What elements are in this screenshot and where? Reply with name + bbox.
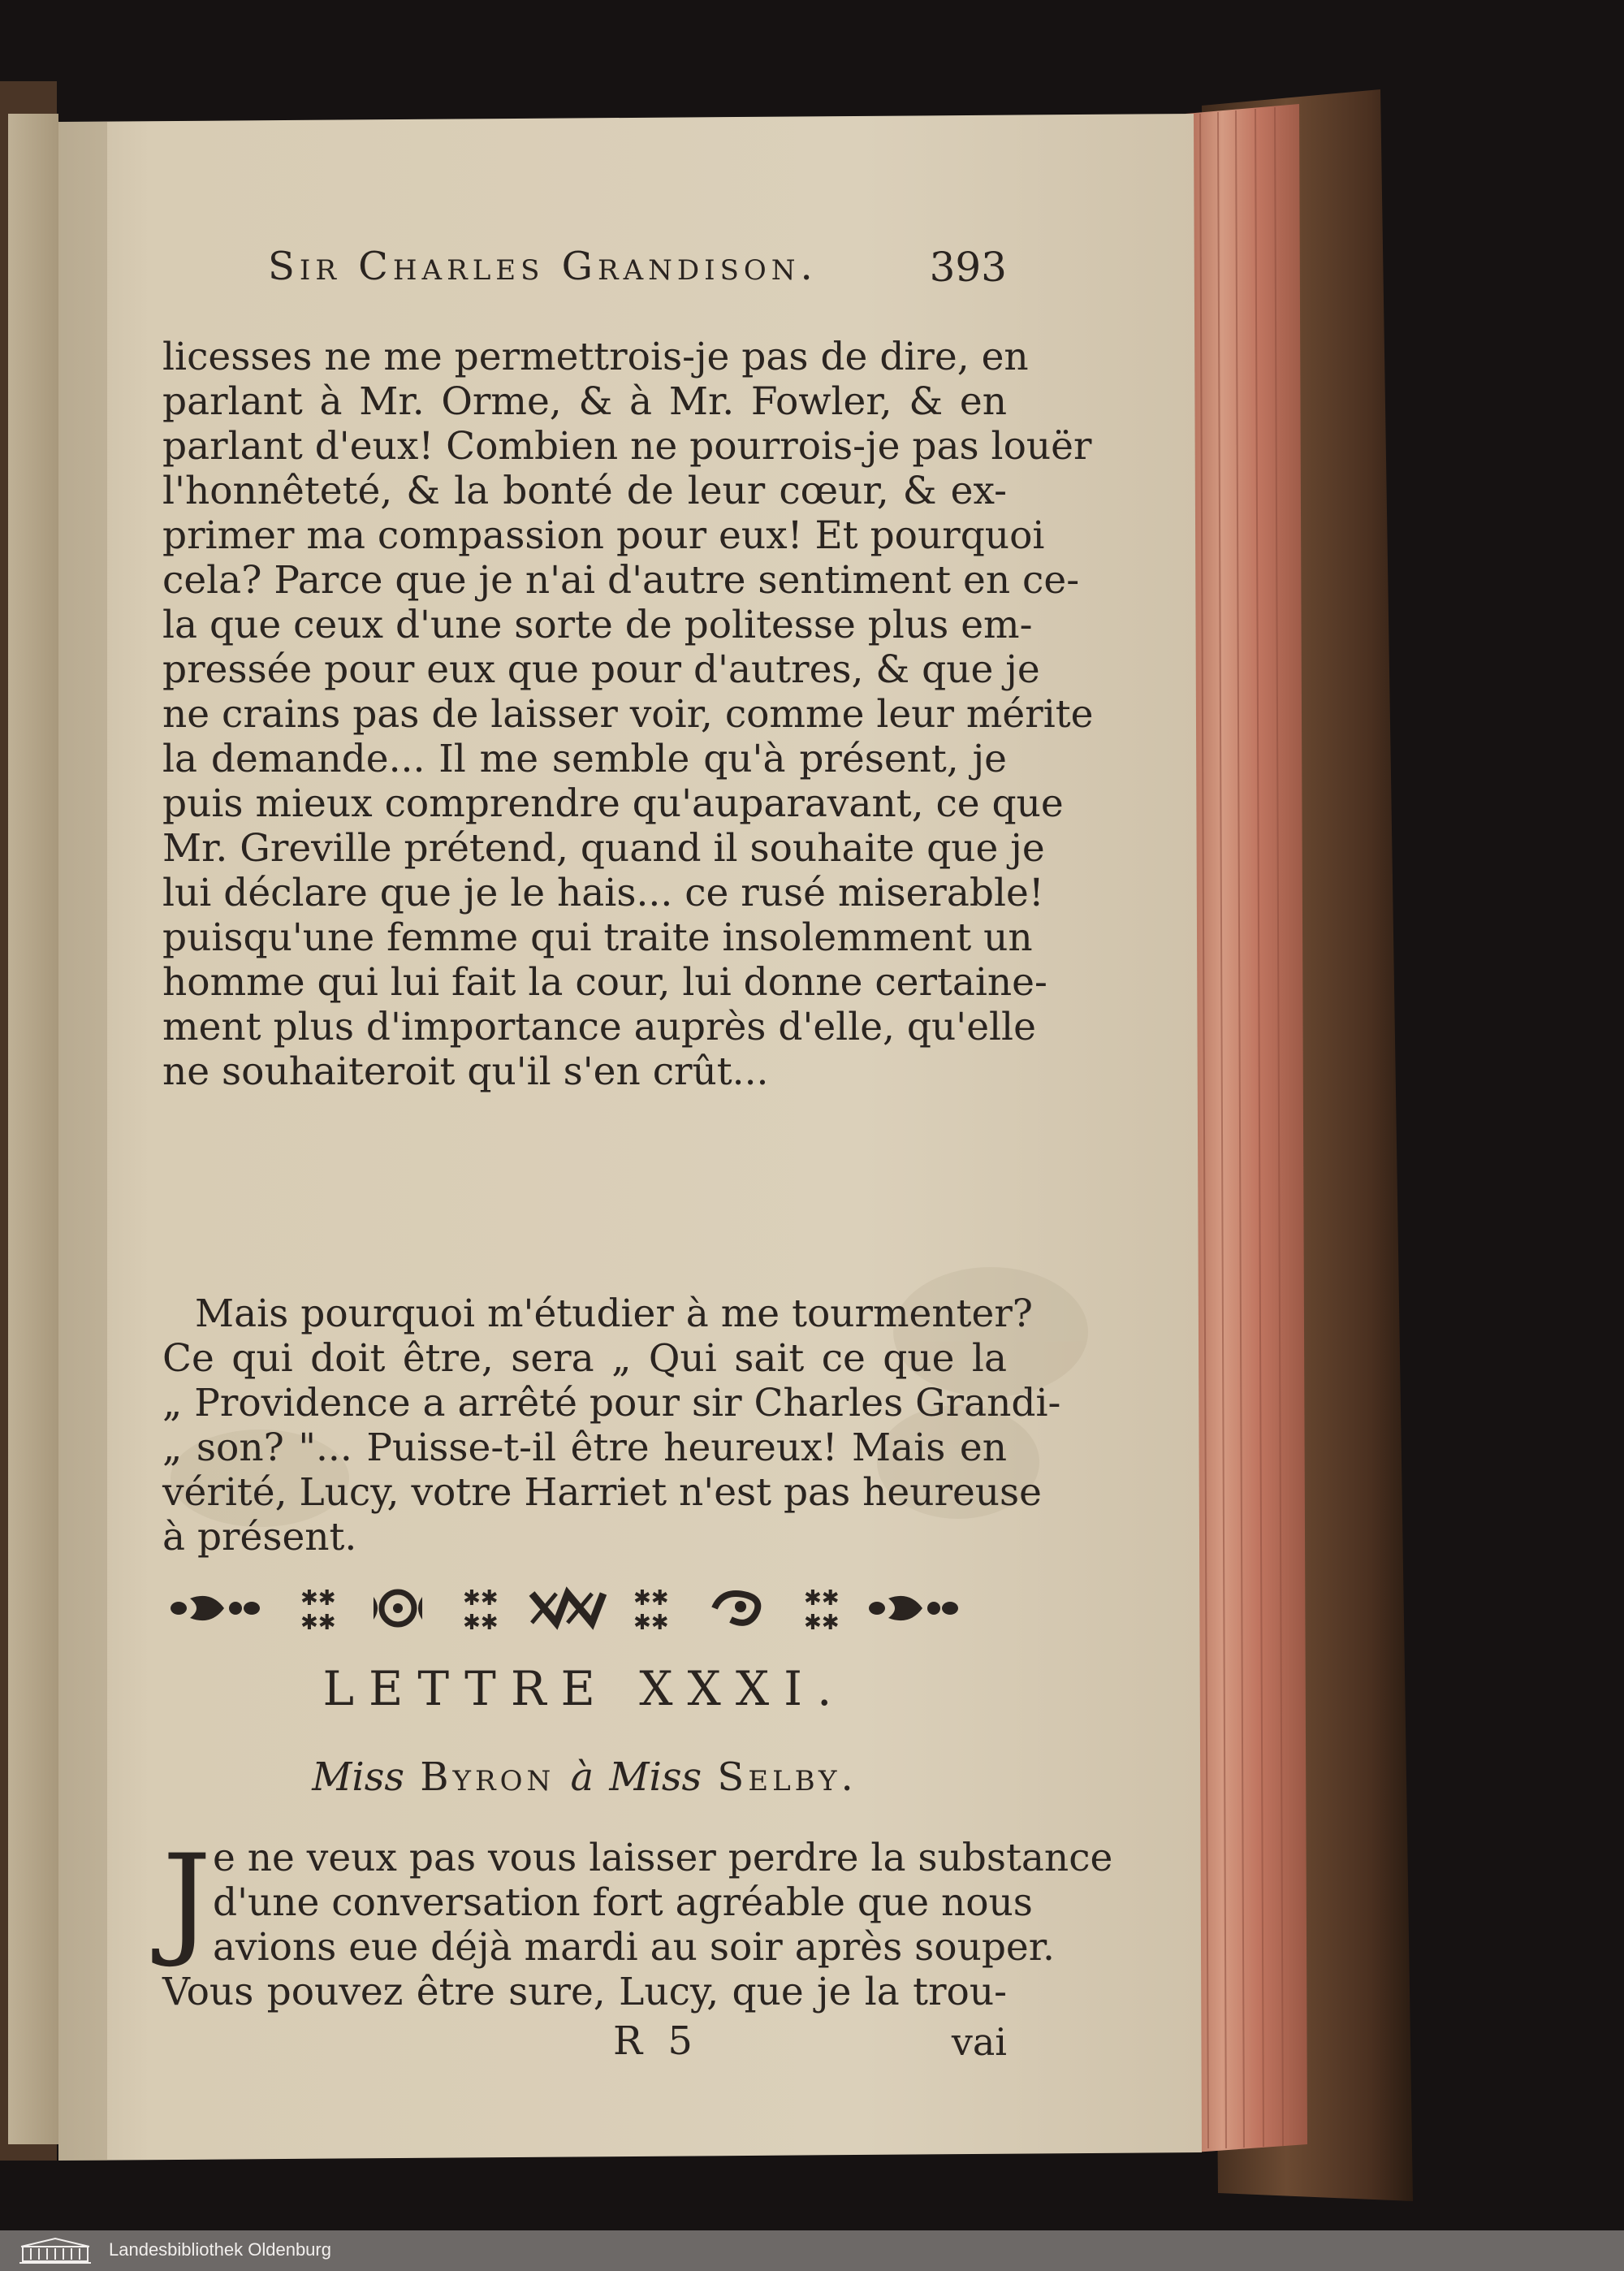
running-title: Sir Charles Grandison. <box>268 244 818 289</box>
svg-text:✱✱: ✱✱ <box>463 1586 499 1611</box>
text-line: ne crains pas de laisser voir, comme leur mérite <box>162 692 1094 737</box>
text-line: d'une conversation fort agréable que nous <box>213 1880 1033 1925</box>
text-line: „ Providence a arrêté pour sir Charles Grandi- <box>162 1381 1061 1425</box>
text-line: cela? Parce que je n'ai d'autre sentiment en ce- <box>162 558 1080 603</box>
svg-text:✱✱: ✱✱ <box>633 1586 669 1611</box>
text-line: puis mieux comprendre qu'auparavant, ce que <box>162 781 1064 826</box>
text-line: à présent. <box>162 1515 357 1559</box>
svg-text:✱✱: ✱✱ <box>300 1586 336 1611</box>
svg-text:✱✱: ✱✱ <box>300 1611 336 1635</box>
page-number: 393 <box>929 244 1007 291</box>
svg-text:✱✱: ✱✱ <box>804 1586 840 1611</box>
text-line: e ne veux pas vous laisser perdre la substance <box>213 1836 1113 1880</box>
library-building-icon <box>18 2237 93 2265</box>
recipient-name: Selby. <box>717 1754 857 1800</box>
letter-heading: LETTRE XXXI. <box>322 1661 847 1716</box>
text-line: parlant à Mr. Orme, & à Mr. Fowler, & en <box>162 379 1007 424</box>
text-line: pressée pour eux que pour d'autres, & que je <box>162 647 1040 692</box>
text-line: l'honnêteté, & la bonté de leur cœur, & ex- <box>162 469 1007 513</box>
svg-text:✱✱: ✱✱ <box>633 1611 669 1635</box>
text-line: „ son? "... Puisse-t-il être heureux! Mais en <box>162 1425 1007 1470</box>
svg-text:✱✱: ✱✱ <box>463 1611 499 1635</box>
ornament-divider <box>162 1580 1007 1637</box>
miss-word: Miss <box>609 1754 702 1800</box>
text-line: licesses ne me permettrois-je pas de dire, en <box>162 335 1029 379</box>
text-line: lui déclare que je le hais... ce rusé miserable! <box>162 871 1044 915</box>
text-line: avions eue déjà mardi au soir après souper. <box>213 1925 1055 1970</box>
running-head <box>162 244 1007 301</box>
sender-name: Byron <box>420 1754 555 1800</box>
library-footer-bar <box>0 2230 1624 2271</box>
text-line: la que ceux d'une sorte de politesse plus em- <box>162 603 1033 647</box>
text-line: Mais pourquoi m'étudier à me tourmenter? <box>195 1291 1034 1336</box>
text-line: puisqu'une femme qui traite insolemment un <box>162 915 1033 960</box>
text-line: Vous pouvez être sure, Lucy, que je la trou- <box>162 1970 1007 2014</box>
text-line: parlant d'eux! Combien ne pourrois-je pas louër <box>162 424 1092 469</box>
text-line: vérité, Lucy, votre Harriet n'est pas heureuse <box>162 1470 1042 1515</box>
text-line: la demande... Il me semble qu'à présent, je <box>162 737 1007 781</box>
paragraph-1 <box>162 335 1094 1094</box>
text-line: ne souhaiteroit qu'il s'en crût... <box>162 1049 769 1094</box>
paragraph-3 <box>162 1829 1113 2014</box>
library-name: Landesbibliothek Oldenburg <box>109 2239 331 2260</box>
text-line: Mr. Greville prétend, quand il souhaite que je <box>162 826 1045 871</box>
preposition: à <box>570 1754 594 1800</box>
svg-text:✱✱: ✱✱ <box>804 1611 840 1635</box>
catchword: vai <box>951 2020 1007 2064</box>
text-line: primer ma compassion pour eux! Et pourquoi <box>162 513 1045 558</box>
letter-subheading <box>162 1754 1007 1800</box>
text-line: ment plus d'importance auprès d'elle, qu'elle <box>162 1005 1036 1049</box>
signature-mark: R 5 <box>613 2018 699 2064</box>
text-line: homme qui lui fait la cour, lui donne certaine- <box>162 960 1047 1005</box>
drop-cap: J <box>162 1829 212 1970</box>
text-line: Ce qui doit être, sera „ Qui sait ce que la <box>162 1336 1007 1381</box>
paragraph-2 <box>162 1291 1061 1559</box>
miss-word: Miss <box>312 1754 404 1800</box>
